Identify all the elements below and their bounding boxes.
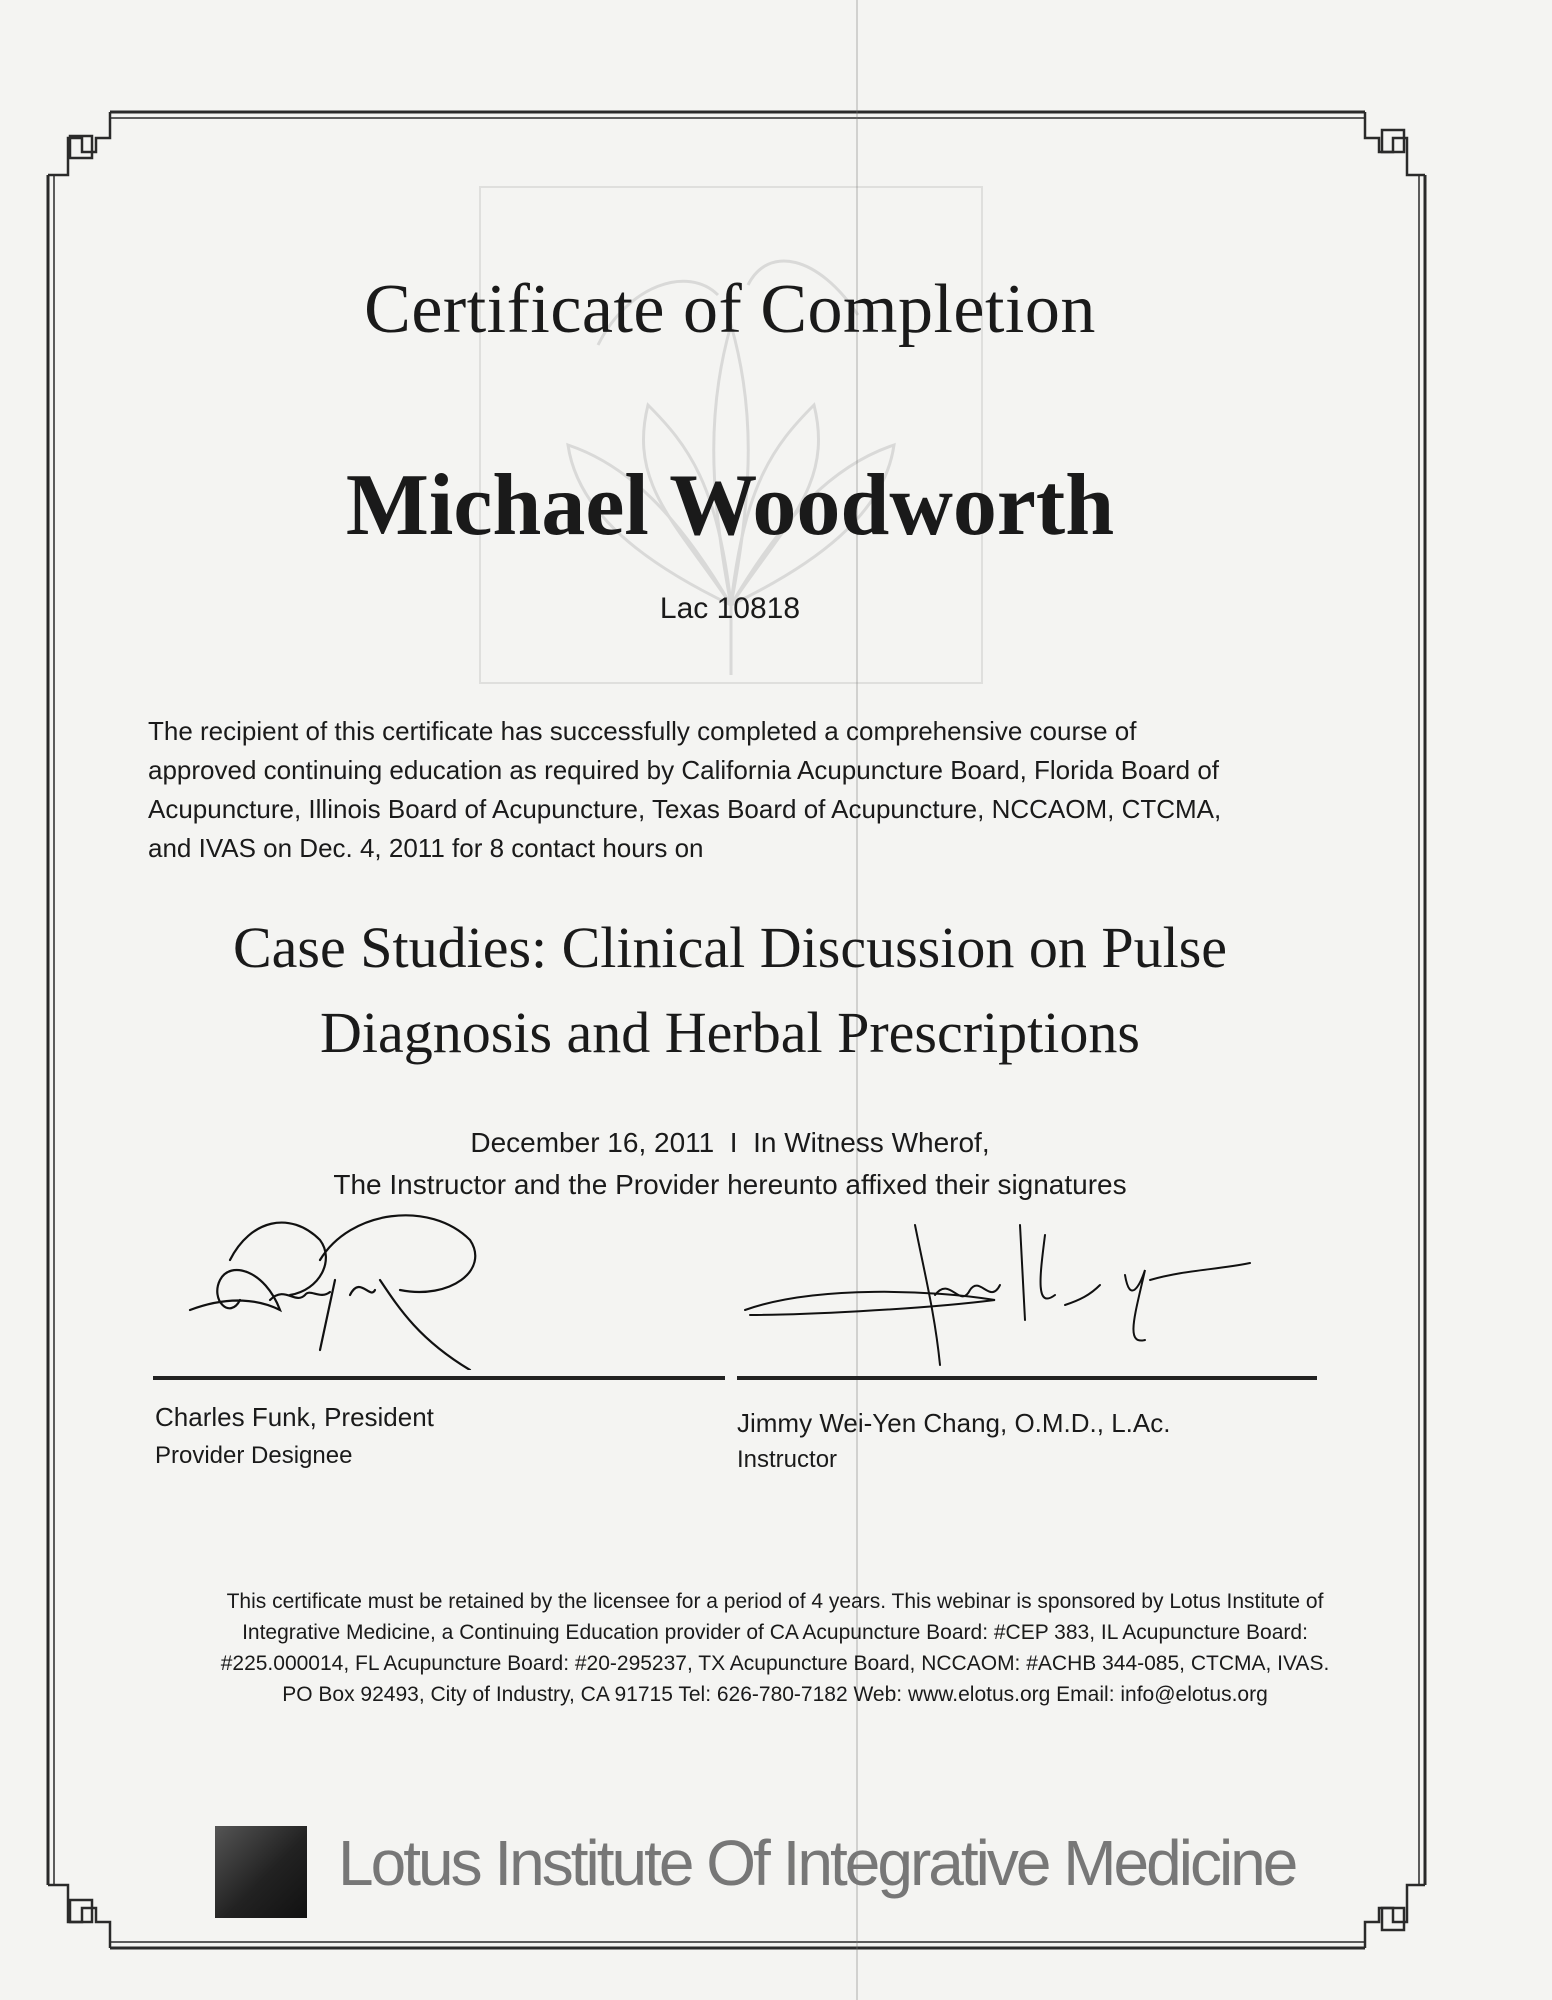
statement-line: and IVAS on Dec. 4, 2011 for 8 contact hours on bbox=[148, 833, 704, 863]
instructor-signature-line bbox=[737, 1376, 1317, 1380]
course-title-line: Diagnosis and Herbal Prescriptions bbox=[320, 1000, 1140, 1065]
provider-signature-icon bbox=[170, 1200, 500, 1370]
course-title-line: Case Studies: Clinical Discussion on Pulse bbox=[232, 915, 1228, 980]
lotus-logo-icon bbox=[215, 1826, 307, 1918]
witness-statement bbox=[0, 1122, 1460, 1206]
footer-line: #225.000014, FL Acupuncture Board: #20-295237, TX Acupuncture Board, NCCAOM: #ACHB 344-085, CTCMA, IVAS. bbox=[220, 1652, 1330, 1675]
institute-logo-text: Lotus Institute Of Integrative Medicine bbox=[338, 1827, 1296, 1899]
provider-signature-line bbox=[153, 1376, 725, 1380]
statement-line: approved continuing education as required by California Acupuncture Board, Florida Board of bbox=[148, 755, 1220, 785]
statement-line: The recipient of this certificate has successfully completed a comprehensive course of bbox=[148, 716, 1137, 746]
instructor-signature-icon bbox=[735, 1215, 1255, 1375]
witness-line: The Instructor and the Provider hereunto affixed their signatures bbox=[333, 1169, 1127, 1200]
completion-statement bbox=[148, 712, 1348, 868]
certificate-title: Certificate of Completion bbox=[364, 271, 1096, 348]
footer-line: Integrative Medicine, a Continuing Education provider of CA Acupuncture Board: #CEP 383, IL Acupuncture Board: bbox=[242, 1621, 1308, 1644]
provider-role: Provider Designee bbox=[155, 1442, 353, 1469]
statement-line: Acupuncture, Illinois Board of Acupuncture, Texas Board of Acupuncture, NCCAOM, CTCMA, bbox=[148, 794, 1222, 824]
instructor-role: Instructor bbox=[737, 1446, 838, 1473]
license-number: Lac 10818 bbox=[659, 592, 801, 625]
footer-notice bbox=[110, 1586, 1440, 1710]
instructor-name: Jimmy Wei-Yen Chang, O.M.D., L.Ac. bbox=[737, 1408, 1171, 1438]
footer-line: PO Box 92493, City of Industry, CA 91715 Tel: 626-780-7182 Web: www.elotus.org Email: info@elotus.org bbox=[282, 1683, 1268, 1706]
witness-line: December 16, 2011 I In Witness Wherof, bbox=[470, 1127, 990, 1158]
provider-name: Charles Funk, President bbox=[155, 1402, 434, 1432]
footer-line: This certificate must be retained by the licensee for a period of 4 years. This webinar is sponsored by Lotus Institute of bbox=[226, 1590, 1324, 1613]
course-title bbox=[0, 905, 1460, 1075]
recipient-name: Michael Woodworth bbox=[345, 457, 1115, 554]
